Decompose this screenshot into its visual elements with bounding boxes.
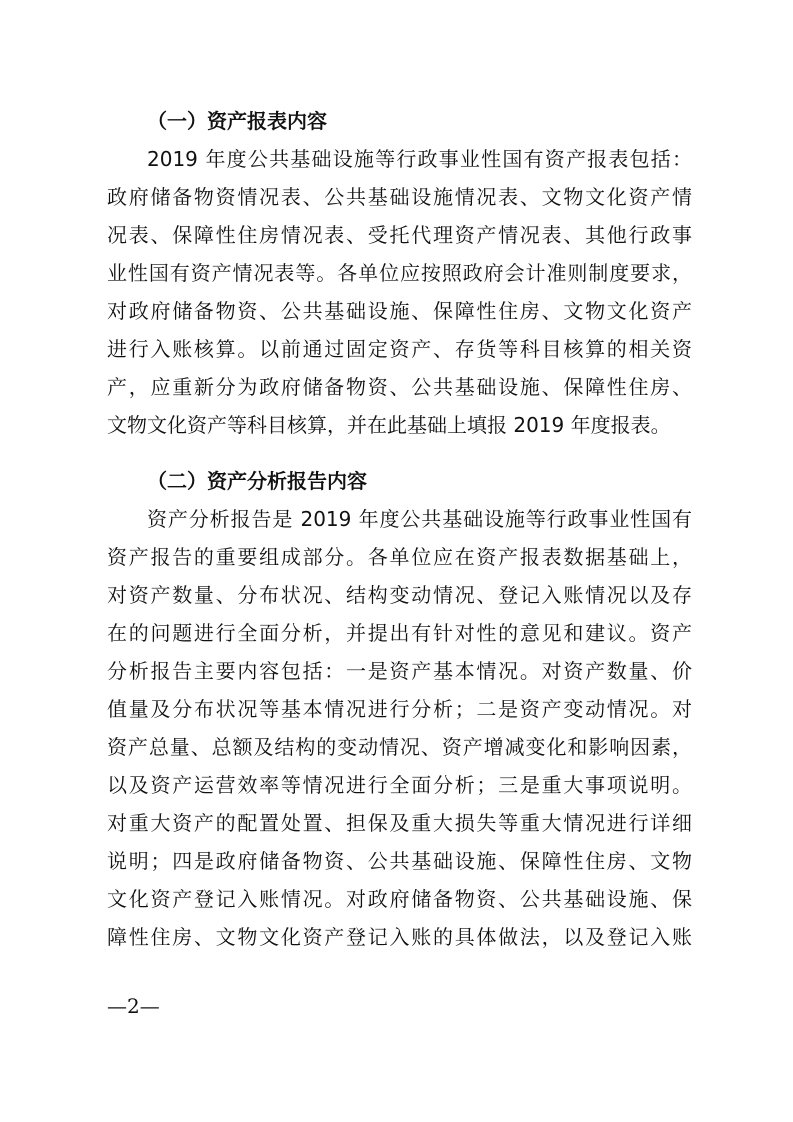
page-number: —2— — [107, 994, 160, 1018]
section-1-line-6: 进行入账核算。以前通过固定资产、存货等科目核算的相关资 — [107, 337, 692, 361]
section-1-line-5: 对政府储备物资、公共基础设施、保障性住房、文物文化资产 — [107, 299, 692, 323]
section-1-heading: （一）资产报表内容 — [147, 109, 327, 133]
section-1-line-3: 况表、保障性住房情况表、受托代理资产情况表、其他行政事 — [107, 223, 692, 247]
section-2-heading: （二）资产分析报告内容 — [147, 469, 367, 493]
section-2-line-5: 分析报告主要内容包括：一是资产基本情况。对资产数量、价 — [107, 659, 692, 683]
section-2-line-3: 对资产数量、分布状况、结构变动情况、登记入账情况以及存 — [107, 583, 692, 607]
section-2-line-8: 以及资产运营效率等情况进行全面分析；三是重大事项说明。 — [107, 773, 692, 797]
section-2-line-1: 资产分析报告是 2019 年度公共基础设施等行政事业性国有 — [147, 507, 692, 531]
section-2-line-6: 值量及分布状况等基本情况进行分析；二是资产变动情况。对 — [107, 697, 692, 721]
section-1-line-8: 文物文化资产等科目核算，并在此基础上填报 2019 年度报表。 — [107, 413, 671, 437]
section-1-line-4: 业性国有资产情况表等。各单位应按照政府会计准则制度要求， — [107, 261, 692, 285]
section-2-line-11: 文化资产登记入账情况。对政府储备物资、公共基础设施、保 — [107, 887, 692, 911]
section-2-line-4: 在的问题进行全面分析，并提出有针对性的意见和建议。资产 — [107, 621, 692, 645]
section-2-line-10: 说明；四是政府储备物资、公共基础设施、保障性住房、文物 — [107, 849, 692, 873]
section-2-line-9: 对重大资产的配置处置、担保及重大损失等重大情况进行详细 — [107, 811, 692, 835]
section-2-line-7: 资产总量、总额及结构的变动情况、资产增减变化和影响因素， — [107, 735, 692, 759]
section-2-line-2: 资产报告的重要组成部分。各单位应在资产报表数据基础上， — [107, 545, 692, 569]
section-1-line-1: 2019 年度公共基础设施等行政事业性国有资产报表包括： — [147, 147, 692, 171]
section-1-line-7: 产，应重新分为政府储备物资、公共基础设施、保障性住房、 — [107, 375, 692, 399]
section-1-line-2: 政府储备物资情况表、公共基础设施情况表、文物文化资产情 — [107, 185, 692, 209]
section-2-line-12: 障性住房、文物文化资产登记入账的具体做法，以及登记入账 — [107, 925, 692, 949]
